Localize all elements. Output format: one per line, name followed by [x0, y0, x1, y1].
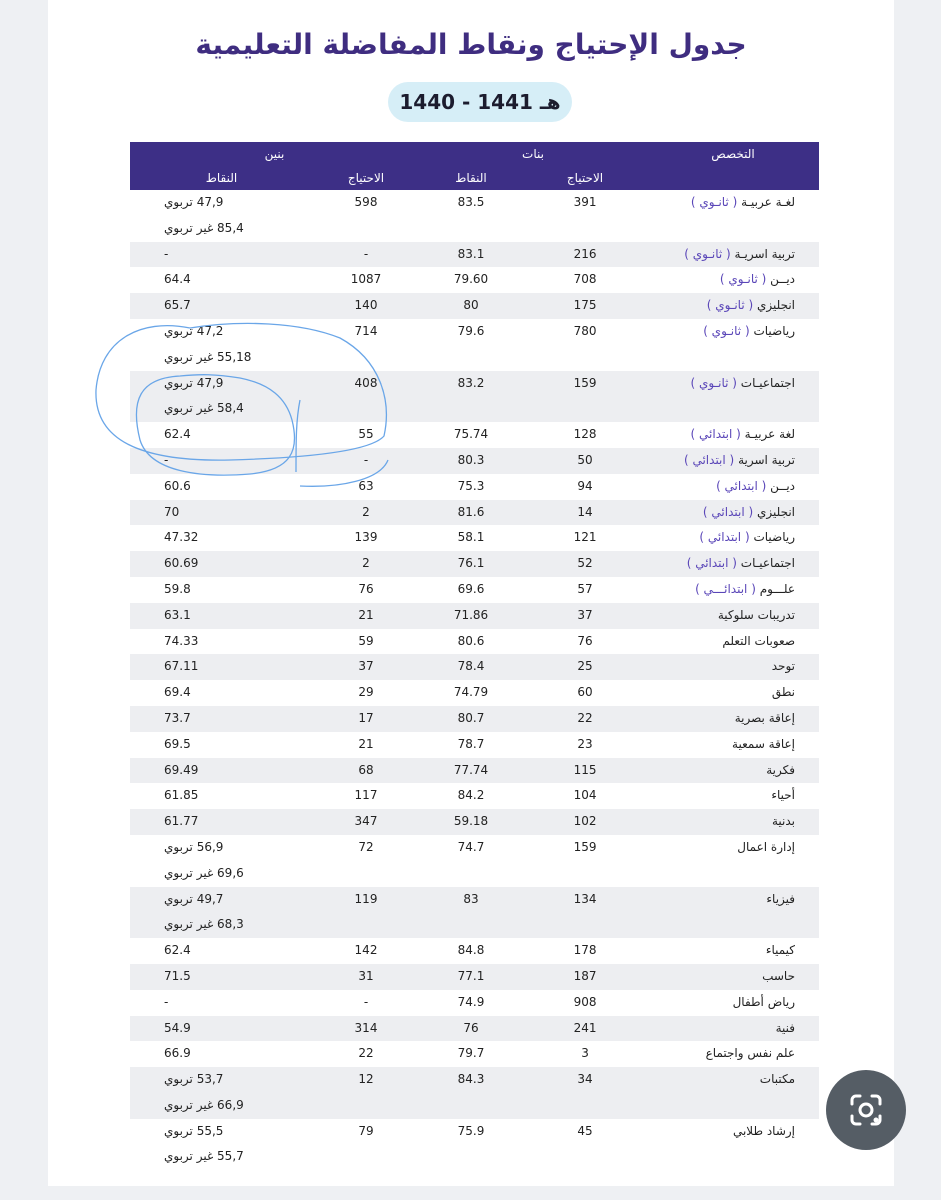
boys-points-value: 55,5 تربوي [164, 1123, 224, 1138]
boys-points-cell [130, 448, 313, 474]
specialty-name: أحياء [771, 788, 796, 803]
table-row [130, 190, 819, 242]
boys-need-cell: 2 [313, 500, 419, 526]
boys-need-cell: 12 [313, 1067, 419, 1119]
girls-points-cell: 81.6 [419, 500, 523, 526]
specialty-name: إدارة اعمال [737, 839, 796, 854]
boys-points-cell [130, 603, 313, 629]
boys-need-cell: 21 [313, 603, 419, 629]
year-range-badge: 1440 - 1441 هـ [388, 82, 572, 122]
girls-points-cell: 80 [419, 293, 523, 319]
table-row [130, 1067, 819, 1119]
table-row [130, 783, 819, 809]
specialty-name: اجتماعيـات [740, 375, 796, 390]
girls-points-cell: 79.60 [453, 272, 489, 287]
boys-points-value: 61.77 [164, 814, 199, 829]
girls-points-cell: 74.79 [453, 685, 489, 700]
specialty-cell [647, 706, 819, 732]
specialty-name: إرشاد طلابي [732, 1123, 796, 1138]
boys-points-cell [130, 190, 313, 242]
boys-points-cell [130, 887, 313, 939]
col-specialty: التخصص [647, 142, 819, 166]
girls-need-cell: 45 [577, 1123, 593, 1138]
specialty-name: تربية اسريـة [734, 246, 796, 261]
table-row [130, 1041, 819, 1067]
boys-points-cell [130, 964, 313, 990]
specialty-level: ( ثانـوي ) [703, 323, 750, 338]
boys-points-cell [130, 629, 313, 655]
boys-need-cell: 598 [354, 195, 378, 209]
specialty-name: فنية [775, 1020, 796, 1035]
boys-points-cell [130, 267, 313, 293]
boys-points-cell [130, 654, 313, 680]
boys-points-value: 47,9 تربوي [164, 195, 224, 209]
girls-need-cell: 159 [573, 839, 597, 854]
girls-need-cell: 908 [573, 994, 597, 1009]
specialty-level: ( ثانـوي ) [684, 246, 731, 261]
girls-need-cell: 134 [523, 887, 647, 939]
page-title: جدول الإحتياج ونقاط المفاضلة التعليمية [195, 28, 747, 61]
specialty-cell [647, 551, 819, 577]
specialty-cell [647, 190, 819, 242]
girls-need-cell: 14 [523, 500, 647, 526]
specialty-level: ( ابتدائي ) [716, 478, 767, 493]
girls-points-cell: 83.1 [419, 242, 523, 268]
girls-points-cell: 58.1 [457, 530, 485, 545]
girls-points-cell: 77.1 [419, 964, 523, 990]
specialty-name: ديــن [770, 478, 796, 493]
table-row [130, 1016, 819, 1042]
specialty-cell [647, 448, 819, 474]
boys-need-cell: 55 [358, 427, 374, 442]
specialty-name: انجليزي [756, 298, 796, 313]
table-row [130, 242, 819, 268]
boys-points-value: 69.4 [164, 685, 191, 700]
boys-points-value: 55,7 غير تربوي [164, 1149, 244, 1164]
boys-points-value: 61.85 [164, 788, 199, 803]
specialty-cell [647, 1016, 819, 1042]
girls-points-cell: 59.18 [419, 809, 523, 835]
girls-need-cell: 57 [577, 581, 593, 596]
girls-points-cell: 78.7 [457, 736, 485, 751]
specialty-name: صعوبات التعلم [722, 633, 796, 648]
girls-need-cell: 34 [523, 1067, 647, 1119]
boys-points-value: 56,9 تربوي [164, 839, 224, 854]
boys-points-cell [130, 835, 313, 887]
boys-points-value: 74.33 [164, 633, 199, 648]
boys-points-value: 60.6 [164, 478, 191, 493]
girls-points-cell: 69.6 [457, 581, 485, 596]
boys-points-cell [130, 758, 313, 784]
boys-need-cell: 29 [358, 685, 374, 700]
table-row [130, 758, 819, 784]
boys-points-value: 71.5 [164, 968, 191, 983]
girls-points-cell: 83.2 [419, 371, 523, 423]
girls-points-cell: 83.5 [457, 195, 485, 209]
specialty-name: علم نفس واجتماع [705, 1046, 796, 1061]
boys-points-value: 62.4 [164, 943, 191, 958]
boys-need-cell: 139 [354, 530, 378, 545]
boys-points-cell [130, 474, 313, 500]
girls-need-cell: 102 [523, 809, 647, 835]
specialty-name: إعاقة بصرية [734, 710, 796, 725]
table-row [130, 654, 819, 680]
boys-points-cell [130, 242, 313, 268]
table-row [130, 293, 819, 319]
table-row [130, 629, 819, 655]
boys-points-cell [130, 577, 313, 603]
girls-points-cell: 75.3 [457, 478, 485, 493]
boys-points-value: 60.69 [164, 556, 199, 571]
boys-points-value: 49,7 تربوي [164, 891, 224, 906]
table-row [130, 809, 819, 835]
specialty-name: رياضيات [753, 323, 796, 338]
boys-need-cell: 68 [313, 758, 419, 784]
specialty-cell [647, 500, 819, 526]
boys-need-cell: 17 [313, 706, 419, 732]
specialty-name: لغة عربيـة [744, 427, 796, 442]
girls-need-cell: 76 [577, 633, 593, 648]
boys-points-value: 66.9 [164, 1046, 191, 1061]
boys-points-value: 63.1 [164, 607, 191, 622]
specialty-name: إعاقة سمعية [732, 736, 796, 751]
boys-need-cell: 79 [358, 1123, 374, 1138]
specialty-cell [647, 732, 819, 758]
specialty-name: علـــوم [759, 581, 796, 596]
girls-points-cell: 76.1 [419, 551, 523, 577]
boys-need-cell: 314 [313, 1016, 419, 1042]
girls-need-cell: 241 [523, 1016, 647, 1042]
specialty-level: ( ثانـوي ) [719, 272, 767, 287]
boys-points-cell [130, 680, 313, 706]
specialty-name: ديــن [770, 272, 796, 287]
girls-need-cell: 22 [523, 706, 647, 732]
boys-points-cell [130, 1119, 313, 1171]
girls-need-cell: 780 [573, 323, 597, 338]
table-row [130, 577, 819, 603]
specialty-name: فكرية [766, 762, 796, 777]
specialty-cell [647, 809, 819, 835]
specialty-cell [647, 1041, 819, 1067]
boys-points-value: - [164, 994, 169, 1009]
col-group-girls: بنات [419, 142, 647, 166]
boys-points-value: 54.9 [164, 1020, 191, 1035]
specialty-cell [647, 474, 819, 500]
boys-need-cell: 142 [354, 943, 378, 958]
table-row [130, 525, 819, 551]
girls-points-cell: 80.7 [419, 706, 523, 732]
girls-points-cell: 76 [419, 1016, 523, 1042]
boys-need-cell: - [313, 242, 419, 268]
girls-need-cell: 3 [581, 1046, 589, 1061]
girls-points-cell: 74.9 [457, 994, 485, 1009]
boys-points-value: 59.8 [164, 581, 191, 596]
girls-need-cell: 52 [523, 551, 647, 577]
boys-need-cell: 21 [358, 736, 374, 751]
boys-points-value: 53,7 تربوي [164, 1072, 224, 1087]
col-girls-need: الاحتياج [523, 166, 647, 190]
boys-points-value: 65.7 [164, 298, 191, 313]
specialty-cell [647, 422, 819, 448]
girls-need-cell: 708 [573, 272, 597, 287]
specialty-cell [647, 293, 819, 319]
boys-points-value: 68,3 غير تربوي [164, 917, 244, 932]
girls-need-cell: 216 [523, 242, 647, 268]
table-row [130, 1119, 819, 1171]
specialty-level: ( ابتدائي ) [702, 504, 754, 519]
specialty-cell [647, 371, 819, 423]
table-row [130, 990, 819, 1016]
specialty-cell [647, 242, 819, 268]
specialty-name: رياضيات [753, 530, 796, 545]
specialty-cell [647, 835, 819, 887]
boys-points-value: 69.5 [164, 736, 191, 751]
table-body [130, 190, 819, 1170]
specialty-cell [647, 319, 819, 371]
specialty-cell [647, 629, 819, 655]
specialty-level: ( ثانـوي ) [690, 375, 737, 390]
table-row [130, 706, 819, 732]
boys-need-cell: 347 [313, 809, 419, 835]
specialty-name: انجليزي [756, 504, 796, 519]
boys-need-cell: 140 [313, 293, 419, 319]
boys-points-value: 55,18 غير تربوي [164, 349, 252, 364]
girls-need-cell: 187 [523, 964, 647, 990]
boys-points-cell [130, 1067, 313, 1119]
boys-points-value: 69.49 [164, 762, 199, 777]
girls-points-cell: 79.6 [457, 323, 485, 338]
google-lens-button[interactable] [826, 1070, 906, 1150]
girls-need-cell: 104 [573, 788, 597, 803]
boys-points-value: 58,4 غير تربوي [164, 401, 244, 416]
col-boys-points: النقاط [130, 166, 313, 190]
col-girls-points: النقاط [419, 166, 523, 190]
specialty-level: ( ابتدائـــي ) [695, 581, 756, 596]
boys-points-value: 47,9 تربوي [164, 375, 224, 390]
boys-need-cell: 1087 [350, 272, 382, 287]
col-boys-need: الاحتياج [313, 166, 419, 190]
girls-need-cell: 178 [573, 943, 597, 958]
specialty-cell [647, 680, 819, 706]
girls-need-cell: 128 [573, 427, 597, 442]
specialty-name: اجتماعيـات [740, 556, 796, 571]
boys-need-cell: 119 [313, 887, 419, 939]
girls-points-cell: 84.3 [419, 1067, 523, 1119]
girls-points-cell: 79.7 [457, 1046, 485, 1061]
girls-need-cell: 391 [573, 195, 597, 209]
col-specialty-spacer [647, 166, 819, 190]
girls-need-cell: 60 [577, 685, 593, 700]
table-row [130, 551, 819, 577]
boys-points-value: 64.4 [164, 272, 191, 287]
boys-need-cell: - [363, 994, 369, 1009]
girls-points-cell: 78.4 [419, 654, 523, 680]
specialty-name: رياض أطفال [732, 994, 796, 1009]
specialty-cell [647, 603, 819, 629]
specialty-cell [647, 783, 819, 809]
table-row [130, 835, 819, 887]
table-row [130, 887, 819, 939]
specialty-cell [647, 1119, 819, 1171]
girls-points-cell: 84.2 [457, 788, 485, 803]
boys-need-cell: 117 [354, 788, 378, 803]
girls-points-cell: 80.3 [419, 448, 523, 474]
boys-points-value: 70 [164, 504, 180, 519]
specialty-level: ( ابتدائي ) [686, 556, 737, 571]
boys-points-value: 67.11 [164, 659, 199, 674]
specialty-level: ( ابتدائي ) [690, 427, 741, 442]
specialty-name: مكتبات [759, 1072, 796, 1087]
boys-need-cell: 408 [313, 371, 419, 423]
specialty-name: بدنية [771, 814, 796, 829]
table-row [130, 448, 819, 474]
boys-points-value: - [164, 452, 169, 467]
specialty-name: حاسب [762, 968, 796, 983]
boys-points-cell [130, 293, 313, 319]
specialty-cell [647, 267, 819, 293]
boys-need-cell: 22 [358, 1046, 374, 1061]
girls-need-cell: 37 [523, 603, 647, 629]
boys-points-value: 85,4 غير تربوي [164, 220, 244, 235]
boys-points-cell [130, 422, 313, 448]
boys-need-cell: - [313, 448, 419, 474]
boys-points-cell [130, 1041, 313, 1067]
boys-points-cell [130, 551, 313, 577]
boys-points-cell [130, 732, 313, 758]
boys-need-cell: 37 [313, 654, 419, 680]
boys-points-cell [130, 1016, 313, 1042]
specialty-level: ( ثانـوي ) [706, 298, 754, 313]
girls-need-cell: 50 [523, 448, 647, 474]
specialty-name: لغـة عربيـة [741, 195, 796, 209]
boys-points-cell [130, 371, 313, 423]
boys-need-cell: 76 [358, 581, 374, 596]
boys-points-cell [130, 809, 313, 835]
boys-need-cell: 59 [358, 633, 374, 648]
table-row [130, 319, 819, 371]
girls-points-cell: 84.8 [457, 943, 485, 958]
specialty-name: فيزياء [766, 891, 796, 906]
needs-table [130, 142, 819, 1170]
boys-points-value: 47,2 تربوي [164, 323, 224, 338]
girls-need-cell: 159 [523, 371, 647, 423]
specialty-level: ( ابتدائي ) [683, 452, 735, 467]
girls-points-cell: 74.7 [457, 839, 485, 854]
boys-points-cell [130, 525, 313, 551]
boys-need-cell: 72 [358, 839, 374, 854]
table-row [130, 603, 819, 629]
specialty-cell [647, 964, 819, 990]
boys-need-cell: 63 [358, 478, 374, 493]
girls-points-cell: 71.86 [419, 603, 523, 629]
specialty-cell [647, 938, 819, 964]
boys-points-value: 47.32 [164, 530, 199, 545]
boys-points-cell [130, 706, 313, 732]
girls-need-cell: 94 [577, 478, 593, 493]
table-row [130, 422, 819, 448]
specialty-cell [647, 887, 819, 939]
table-row [130, 964, 819, 990]
table-row [130, 371, 819, 423]
girls-points-cell: 80.6 [457, 633, 485, 648]
boys-need-cell: 2 [313, 551, 419, 577]
specialty-level: ( ابتدائي ) [699, 530, 750, 545]
boys-points-cell [130, 938, 313, 964]
boys-points-value: 69,6 غير تربوي [164, 865, 244, 880]
table-row [130, 267, 819, 293]
table-row [130, 732, 819, 758]
specialty-cell [647, 654, 819, 680]
specialty-name: نطق [771, 685, 796, 700]
specialty-name: تربية اسرية [738, 452, 796, 467]
table-row [130, 474, 819, 500]
table-row [130, 680, 819, 706]
boys-need-cell: 714 [354, 323, 378, 338]
boys-points-value: 62.4 [164, 427, 191, 442]
boys-points-cell [130, 500, 313, 526]
table-row [130, 500, 819, 526]
girls-need-cell: 115 [523, 758, 647, 784]
girls-points-cell: 75.74 [453, 427, 489, 442]
girls-need-cell: 175 [523, 293, 647, 319]
boys-points-cell [130, 783, 313, 809]
boys-points-value: - [164, 246, 169, 261]
specialty-level: ( ثانـوي ) [690, 195, 738, 209]
boys-points-value: 66,9 غير تربوي [164, 1097, 244, 1112]
boys-need-cell: 31 [313, 964, 419, 990]
specialty-name: كيمياء [765, 943, 796, 958]
girls-need-cell: 23 [577, 736, 593, 751]
specialty-cell [647, 577, 819, 603]
table-row [130, 938, 819, 964]
specialty-cell [647, 990, 819, 1016]
girls-need-cell: 25 [523, 654, 647, 680]
specialty-name: توحد [771, 659, 796, 674]
boys-points-value: 73.7 [164, 710, 191, 725]
specialty-name: تدريبات سلوكية [717, 607, 796, 622]
girls-points-cell: 75.9 [457, 1123, 485, 1138]
specialty-cell [647, 525, 819, 551]
specialty-cell [647, 758, 819, 784]
google-lens-icon [846, 1090, 886, 1130]
col-group-boys: بنين [130, 142, 419, 166]
boys-points-cell [130, 990, 313, 1016]
girls-points-cell: 77.74 [419, 758, 523, 784]
girls-points-cell: 83 [419, 887, 523, 939]
specialty-cell [647, 1067, 819, 1119]
girls-need-cell: 121 [573, 530, 597, 545]
boys-points-cell [130, 319, 313, 371]
